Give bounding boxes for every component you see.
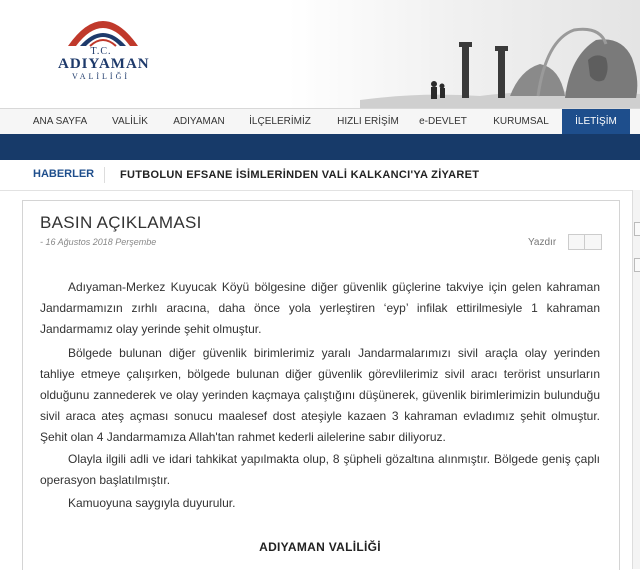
nav-ilcelerimiz[interactable]: İLÇELERİMİZ bbox=[249, 116, 311, 127]
nav-valilik[interactable]: VALİLİK bbox=[112, 116, 148, 127]
article-paragraph-1: Adıyaman-Merkez Kuyucak Köyü bölgesine diğer güvenlik güçlerine takviye için gelen kahraman Jandarmamızın zırhlı aracına, daha önce yola yerleştiren ‘eyp’ infilak ettirilmesiyle 1 kahraman Jandarmamız olay yerinde şehit olmuştur. bbox=[40, 280, 600, 336]
news-ticker bbox=[0, 160, 640, 191]
article-paragraph-4: Kamuoyuna saygıyla duyurulur. bbox=[68, 496, 236, 510]
nav-hizli-erisim[interactable]: HIZLI ERİŞİM bbox=[337, 116, 399, 127]
nav-adiyaman[interactable]: ADIYAMAN bbox=[173, 116, 225, 127]
right-side-panel bbox=[632, 190, 640, 569]
article-signature: ADIYAMAN VALİLİĞİ bbox=[259, 540, 381, 554]
article-paragraph-2: Bölgede bulunan diğer güvenlik birimlerimiz yaralı Jandarmalarımızı sivil araçla olay yerinden tahliye etmeye çalışırken, bölgede bulunan diğer güvenlik görevlilerimiz sivil aracı terörist unsurların olduğunu zannederek ve olay yerinden kaçmaya çalıştığını düşünerek, güvenlik birimlerimizin bulunduğu sivil araca ateş açması sonucu maalesef dost ateşiyle kazaen 3 kahraman evladımız şehit olmuştur. Şehit olan 4 Jandarmamıza Allah'tan rahmet kederli ailelerine sabır diliyoruz. bbox=[40, 346, 600, 444]
print-icon[interactable] bbox=[568, 234, 602, 250]
news-separator bbox=[104, 167, 105, 183]
article-date: - 16 Ağustos 2018 Perşembe bbox=[40, 237, 157, 247]
article-paragraph-3: Olayla ilgili adli ve idari tahkikat yapılmakta olup, 8 şüpheli gözaltına alınmıştır. Bölgede geniş çaplı operasyon başlatılmıştır. bbox=[40, 452, 600, 487]
main-navigation bbox=[0, 108, 640, 135]
logo-text[interactable] bbox=[58, 46, 150, 81]
side-scroll-button-2[interactable] bbox=[634, 258, 640, 272]
news-label[interactable]: HABERLER bbox=[33, 168, 95, 180]
nav-iletisim[interactable]: İLETİŞİM bbox=[562, 109, 630, 135]
logo-tc: T.C. bbox=[90, 46, 112, 57]
site-header bbox=[0, 0, 640, 108]
header-landscape-image bbox=[360, 0, 640, 108]
print-label[interactable]: Yazdır bbox=[528, 237, 557, 248]
side-scroll-button[interactable] bbox=[634, 222, 640, 236]
news-headline-link[interactable]: FUTBOLUN EFSANE İSİMLERİNDEN VALİ KALKANCI'YA ZİYARET bbox=[120, 169, 480, 181]
logo-sub: VALİLİĞİ bbox=[71, 72, 131, 81]
nav-kurumsal[interactable]: KURUMSAL bbox=[493, 116, 549, 127]
logo-city: ADIYAMAN bbox=[58, 56, 150, 72]
article-title: BASIN AÇIKLAMASI bbox=[40, 213, 202, 232]
nav-ana-sayfa[interactable]: ANA SAYFA bbox=[32, 116, 88, 127]
nav-blue-bar bbox=[0, 134, 640, 160]
nav-e-devlet[interactable]: e-DEVLET bbox=[419, 116, 467, 127]
